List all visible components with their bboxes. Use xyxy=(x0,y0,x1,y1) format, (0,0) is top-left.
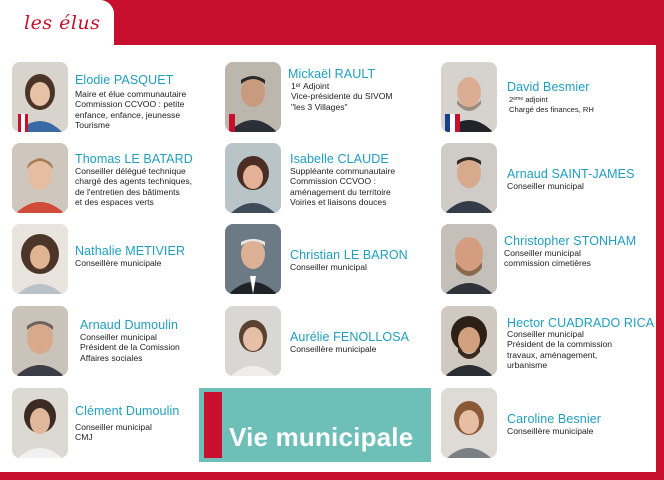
member-photo xyxy=(441,306,497,376)
role-line: Président de la commission xyxy=(507,339,613,350)
member-roles xyxy=(507,329,612,371)
role-line: Vice-présidente du SIVOM xyxy=(291,91,393,102)
role-line: Conseillère municipale xyxy=(290,344,377,354)
member-name: Mickaël RAULT xyxy=(288,67,376,81)
member-name: Aurélie FENOLLOSA xyxy=(290,330,410,344)
member-roles xyxy=(75,89,186,131)
member-photo xyxy=(225,62,281,132)
member-photo xyxy=(225,306,281,376)
member-roles xyxy=(507,426,593,436)
role-line: Chargé des finances, RH xyxy=(509,104,594,114)
role-line: Tourisme xyxy=(75,120,110,131)
member-name: Hector CUADRADO RICA xyxy=(507,316,655,330)
member-photo xyxy=(441,143,497,213)
role-line: travaux, aménagement, xyxy=(507,349,598,360)
member-photo xyxy=(225,143,281,213)
role-line: Affaires sociales xyxy=(80,352,143,363)
role-line: Maire et élue communautaire xyxy=(75,89,187,99)
member-roles xyxy=(80,332,180,363)
role-line: Conseillère municipale xyxy=(75,258,162,268)
role-line: chargé des agents techniques, xyxy=(75,176,193,187)
member-roles xyxy=(290,166,395,208)
role-line: CMJ xyxy=(75,432,93,443)
member-roles xyxy=(507,181,584,191)
member-photo xyxy=(12,388,68,458)
member-photo xyxy=(441,62,497,132)
role-line: Commission CCVOO : xyxy=(290,176,376,187)
role-line: Conseiller municipal xyxy=(504,248,581,258)
role-line: Conseiller délégué technique xyxy=(75,166,186,176)
member-name: Arnaud Dumoulin xyxy=(80,318,179,332)
member-photo xyxy=(225,224,281,294)
member-roles xyxy=(291,81,393,112)
role-line: Suppléante communautaire xyxy=(290,166,396,176)
role-line: "les 3 Villages" xyxy=(291,101,348,112)
role-line: 1ᵉʳ Adjoint xyxy=(291,81,330,91)
member-roles xyxy=(290,262,367,272)
role-line: Conseiller municipal xyxy=(290,262,367,272)
role-line: enfance, enfance, jeunesse xyxy=(75,109,181,120)
member-name: Christopher STONHAM xyxy=(504,234,637,248)
role-line: urbanisme xyxy=(507,360,548,371)
member-photo xyxy=(12,143,68,213)
section-title: les élus xyxy=(24,12,101,34)
role-line: Voiries et liaisons douces xyxy=(290,197,387,208)
section-tab xyxy=(0,0,114,50)
role-line: Conseiller municipal xyxy=(507,329,584,339)
role-line: Conseiller municipal xyxy=(75,422,152,432)
member-photo xyxy=(441,224,497,294)
member-roles xyxy=(75,422,152,443)
member-photo xyxy=(12,306,68,376)
member-photo xyxy=(441,388,497,458)
member-name: Thomas LE BATARD xyxy=(75,152,193,166)
member-roles xyxy=(290,344,376,354)
member-name: Elodie PASQUET xyxy=(75,73,174,87)
role-line: de l'entretien des bâtiments xyxy=(75,186,180,197)
role-line: Conseiller municipal xyxy=(507,181,584,191)
member-roles xyxy=(75,166,192,208)
member-roles xyxy=(504,248,591,269)
member-name: Clément Dumoulin xyxy=(75,404,180,418)
banner-accent-bar xyxy=(204,392,222,458)
member-name: Isabelle CLAUDE xyxy=(290,152,389,166)
role-line: commission cimetières xyxy=(504,258,591,269)
member-name: Caroline Besnier xyxy=(507,412,602,426)
member-name: David Besmier xyxy=(507,80,590,94)
role-line: et des espaces verts xyxy=(75,197,154,208)
vie-municipale-banner xyxy=(199,388,431,462)
role-line: Conseillère municipale xyxy=(507,426,594,436)
role-line: Conseiller municipal xyxy=(80,332,157,342)
member-name: Christian LE BARON xyxy=(290,248,408,262)
member-roles xyxy=(509,95,594,114)
member-name: Arnaud SAINT-JAMES xyxy=(507,167,635,181)
role-line: 2ᵉᵐᵉ adjoint xyxy=(509,95,548,104)
role-line: Commission CCVOO : petite xyxy=(75,99,185,110)
banner-title: Vie municipale xyxy=(229,422,414,452)
member-photo xyxy=(12,224,68,294)
member-photo xyxy=(12,62,68,132)
role-line: Président de la Comission xyxy=(80,342,180,353)
role-line: aménagement du territoire xyxy=(290,186,391,197)
member-roles xyxy=(75,258,161,268)
member-name: Nathalie METIVIER xyxy=(75,244,186,258)
